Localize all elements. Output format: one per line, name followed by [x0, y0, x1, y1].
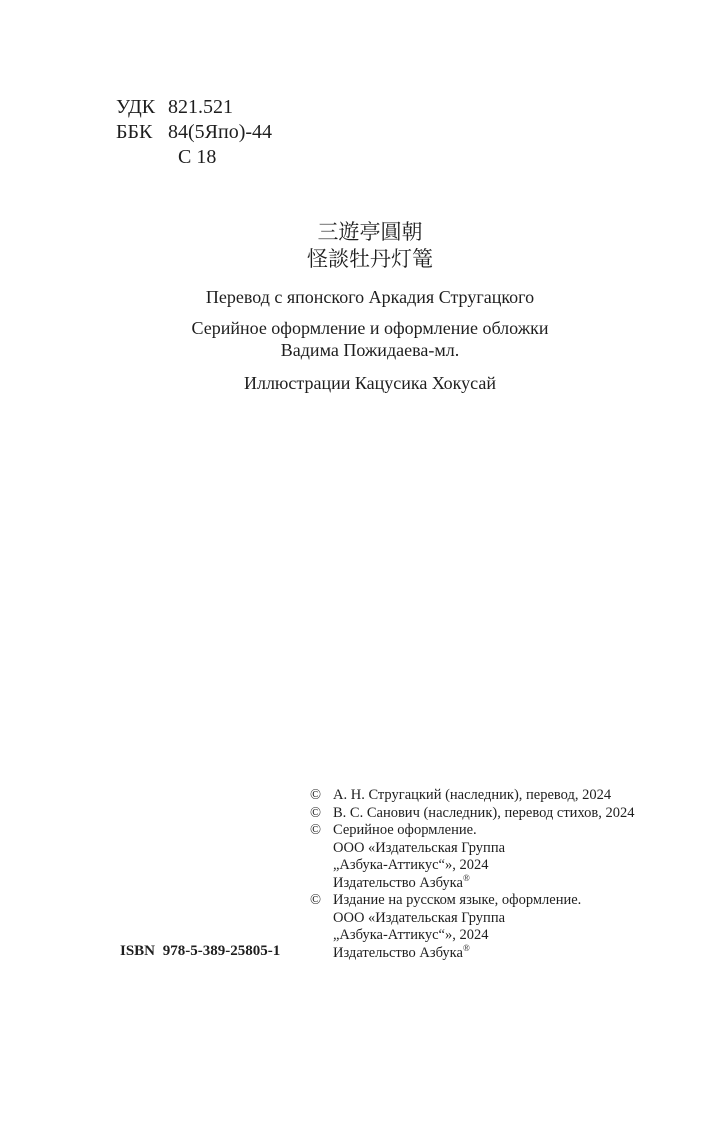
bbk-value: 84(5Япо)-44: [168, 121, 273, 143]
translation-credit: Перевод с японского Аркадия Стругацкого: [205, 287, 535, 307]
copyright-line: ООО «Издательская Группа: [333, 909, 506, 926]
copyright-line: В. С. Санович (наследник), перевод стихов, 2024: [333, 804, 635, 821]
copyright-entry: [310, 787, 634, 805]
copyright-line: Издательство Азбука®: [333, 872, 470, 891]
author-sign-row: [116, 145, 272, 170]
copyright-entry-lines: [333, 892, 581, 962]
design-credit-line2: Вадима Пожидаева-мл.: [280, 340, 460, 360]
copyright-entry: [310, 805, 634, 823]
copyright-line: ООО «Издательская Группа: [333, 839, 506, 856]
copyright-symbol: ©: [310, 804, 322, 821]
credits-block: [116, 286, 624, 394]
copyright-symbol: ©: [310, 787, 322, 803]
copyright-line: А. Н. Стругацкий (наследник), перевод, 2024: [333, 787, 612, 803]
isbn: ISBN 978-5-389-25805-1: [120, 943, 281, 959]
copyright-line: Серийное оформление.: [333, 822, 477, 838]
copyright-entry-lines: [333, 787, 611, 805]
original-title-japanese: 怪談牡丹灯篭: [307, 247, 433, 271]
original-title-block: [116, 219, 624, 273]
illustrations-credit: Иллюстрации Кацусика Хокусай: [243, 373, 497, 393]
original-author-japanese: 三遊亭圓朝: [317, 220, 423, 244]
copyright-entry-lines: [333, 805, 634, 823]
copyright-line: Издание на русском языке, оформление.: [333, 892, 582, 908]
copyright-line: „Азбука-Аттикус“», 2024: [333, 857, 489, 873]
bbk-label: ББК: [116, 121, 153, 143]
copyright-symbol: ©: [310, 822, 322, 838]
design-credit: [116, 317, 624, 361]
bbk-row: [116, 120, 272, 145]
udk-row: [116, 95, 272, 120]
udk-label: УДК: [116, 96, 156, 118]
copyright-symbol: ©: [310, 892, 322, 908]
copyright-line: Издательство Азбука®: [333, 942, 470, 961]
copyright-line: „Азбука-Аттикус“», 2024: [333, 927, 489, 943]
copyright-entry-lines: [333, 822, 505, 892]
copyright-entry: [310, 822, 634, 892]
copyright-entry: [310, 892, 634, 962]
copyright-block: [310, 787, 634, 962]
udk-value: 821.521: [168, 96, 233, 118]
design-credit-line1: Серийное оформление и оформление обложки: [191, 318, 549, 338]
author-sign: С 18: [178, 146, 217, 168]
cataloging-block: [116, 95, 272, 170]
